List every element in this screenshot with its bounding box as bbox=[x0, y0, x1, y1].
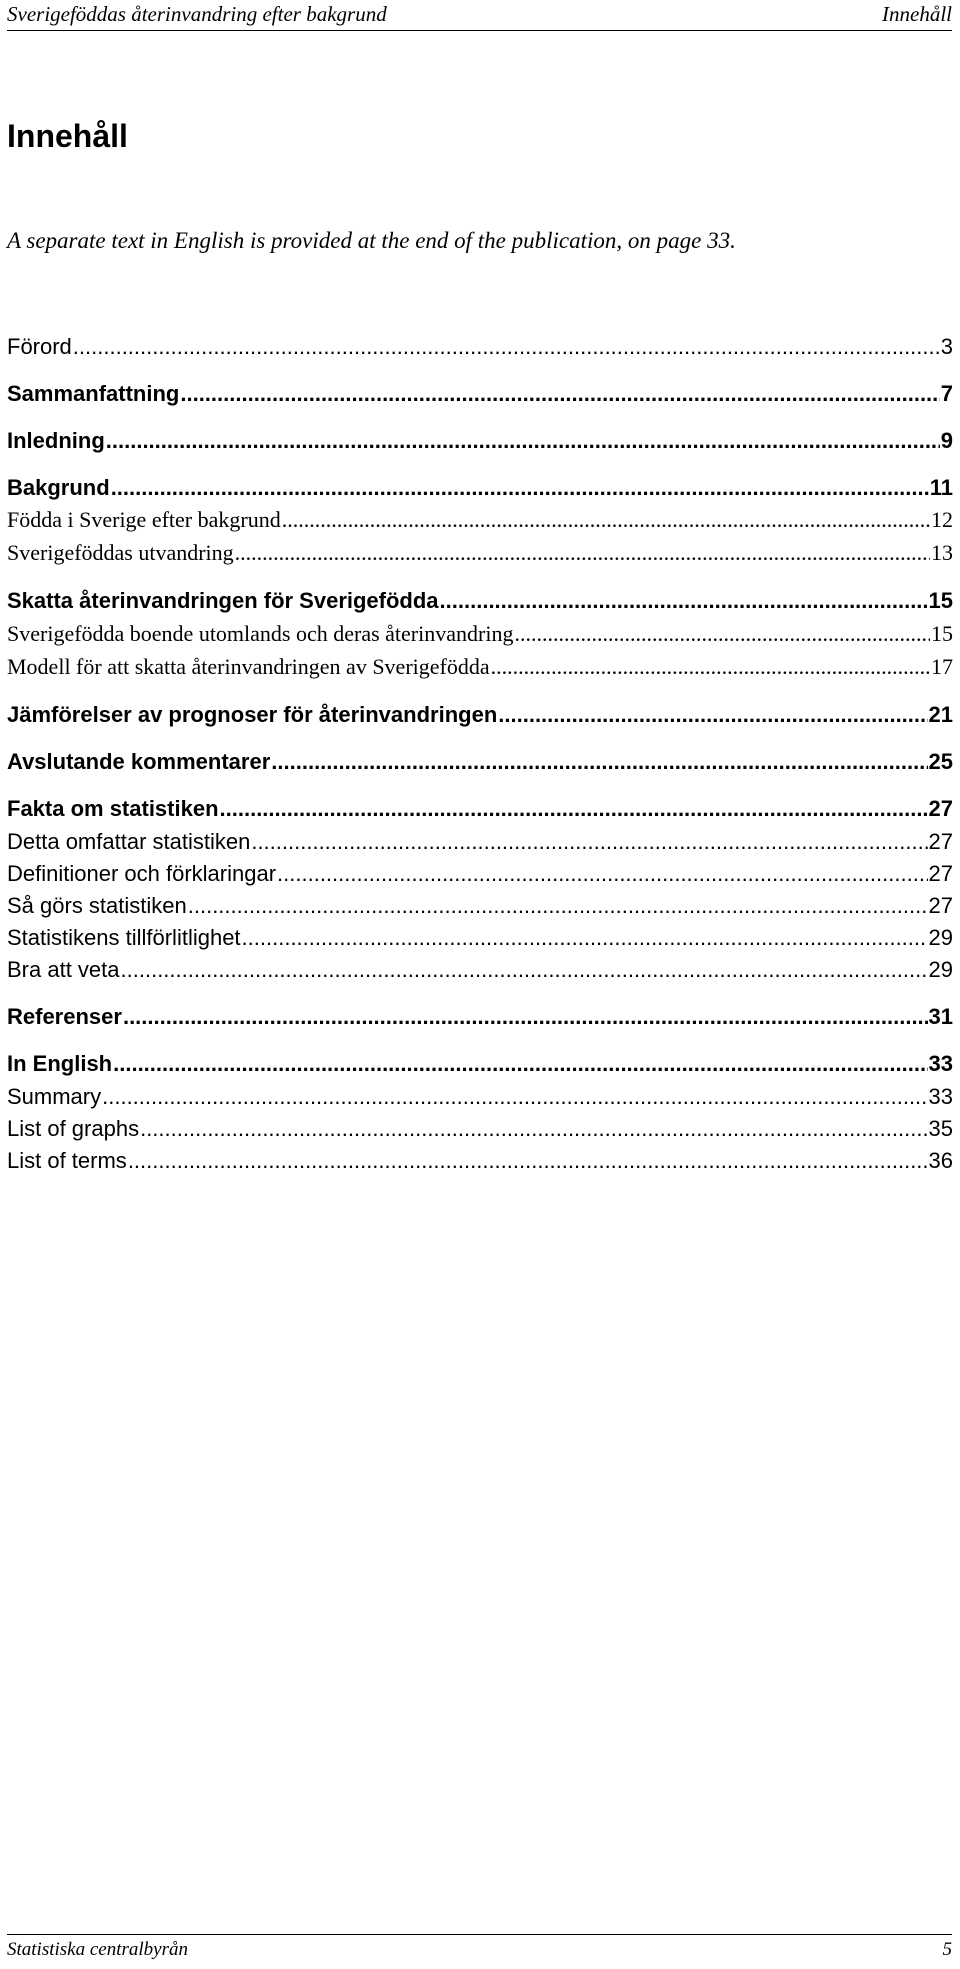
toc-entry-title: List of graphs bbox=[7, 1116, 140, 1141]
toc-page-number: 3 bbox=[940, 334, 953, 359]
running-footer bbox=[7, 1934, 952, 1967]
toc-page-number: 29 bbox=[928, 957, 953, 982]
toc-entry-title: Sverigeföddas utvandring bbox=[7, 540, 234, 565]
toc-leader-dots bbox=[73, 334, 940, 360]
toc-page-number: 27 bbox=[928, 829, 953, 854]
toc-entry-definitioner[interactable] bbox=[7, 861, 953, 893]
toc-leader-dots bbox=[102, 1084, 927, 1110]
toc-leader-dots bbox=[128, 1148, 928, 1174]
toc-leader-dots bbox=[251, 829, 927, 855]
toc-entry-avslutande-kommentarer[interactable] bbox=[7, 749, 953, 781]
toc-leader-dots bbox=[242, 925, 928, 951]
toc-entry-sverigefodda-boende-utomlands[interactable] bbox=[7, 621, 953, 653]
toc-page-number: 33 bbox=[928, 1084, 953, 1109]
footer-page-number: 5 bbox=[942, 1939, 952, 1960]
toc-entry-title: Referenser bbox=[7, 1004, 122, 1029]
toc-entry-title: Statistikens tillförlitlighet bbox=[7, 925, 241, 950]
toc-entry-skatta-aterinvandringen[interactable] bbox=[7, 588, 953, 620]
toc-page-number: 31 bbox=[928, 1004, 953, 1029]
toc-entry-title: Bakgrund bbox=[7, 475, 110, 500]
toc-leader-dots bbox=[277, 861, 927, 887]
toc-leader-dots bbox=[121, 957, 928, 983]
toc-entry-title: Detta omfattar statistiken bbox=[7, 829, 251, 854]
toc-page-number: 29 bbox=[928, 925, 953, 950]
toc-page-number: 15 bbox=[931, 621, 953, 646]
footer-publisher: Statistiska centralbyrån bbox=[7, 1939, 189, 1960]
toc-leader-dots bbox=[123, 1004, 928, 1030]
toc-entry-summary[interactable] bbox=[7, 1084, 953, 1116]
toc-entry-title: Fakta om statistiken bbox=[7, 796, 219, 821]
toc-entry-title: Avslutande kommentarer bbox=[7, 749, 271, 774]
toc-entry-fakta-om-statistiken[interactable] bbox=[7, 796, 953, 828]
toc-page-number: 27 bbox=[928, 861, 953, 886]
toc-leader-dots bbox=[235, 540, 930, 566]
header-section-name: Innehåll bbox=[882, 2, 952, 26]
english-note: A separate text in English is provided at the end of the publication, on page 33. bbox=[7, 228, 736, 253]
toc-entry-title: List of terms bbox=[7, 1148, 127, 1173]
toc-page-number: 27 bbox=[928, 893, 953, 918]
toc-page-number: 13 bbox=[931, 540, 953, 565]
toc-page-number: 17 bbox=[931, 654, 953, 679]
toc-entry-list-of-graphs[interactable] bbox=[7, 1116, 953, 1148]
toc-entry-in-english[interactable] bbox=[7, 1051, 953, 1083]
toc-entry-list-of-terms[interactable] bbox=[7, 1148, 953, 1180]
toc-entry-title: Skatta återinvandringen för Sverigefödda bbox=[7, 588, 439, 613]
toc-entry-tillforlitlighet[interactable] bbox=[7, 925, 953, 957]
toc-entry-detta-omfattar[interactable] bbox=[7, 829, 953, 861]
toc-entry-jamforelser[interactable] bbox=[7, 702, 953, 734]
toc-entry-title: Modell för att skatta återinvandringen av Sverigefödda bbox=[7, 654, 490, 679]
toc-entry-modell[interactable] bbox=[7, 654, 953, 686]
toc-entry-forord[interactable] bbox=[7, 334, 953, 366]
toc-leader-dots bbox=[188, 893, 928, 919]
page-title: Innehåll bbox=[7, 118, 128, 154]
toc-page-number: 21 bbox=[928, 702, 953, 727]
toc-entry-referenser[interactable] bbox=[7, 1004, 953, 1036]
running-header bbox=[7, 0, 952, 31]
toc-leader-dots bbox=[271, 749, 927, 775]
toc-page-number: 7 bbox=[940, 381, 953, 406]
toc-page-number: 12 bbox=[931, 507, 953, 532]
toc-entry-inledning[interactable] bbox=[7, 428, 953, 460]
toc-entry-sverigefoddas-utvandring[interactable] bbox=[7, 540, 953, 572]
toc-leader-dots bbox=[514, 621, 930, 647]
toc-page-number: 35 bbox=[928, 1116, 953, 1141]
toc-entry-title: Bra att veta bbox=[7, 957, 120, 982]
toc-leader-dots bbox=[498, 702, 927, 728]
toc-leader-dots bbox=[180, 381, 939, 407]
toc-entry-bra-att-veta[interactable] bbox=[7, 957, 953, 989]
toc-entry-title: Inledning bbox=[7, 428, 105, 453]
toc-leader-dots bbox=[491, 654, 930, 680]
toc-entry-title: Summary bbox=[7, 1084, 102, 1109]
header-publication-title: Sverigeföddas återinvandring efter bakgrund bbox=[7, 2, 387, 26]
toc-entry-sammanfattning[interactable] bbox=[7, 381, 953, 413]
toc-leader-dots bbox=[111, 475, 929, 501]
toc-leader-dots bbox=[106, 428, 940, 454]
toc-page-number: 25 bbox=[928, 749, 953, 774]
toc-leader-dots bbox=[113, 1051, 927, 1077]
toc-page-number: 27 bbox=[928, 796, 953, 821]
toc-entry-title: Förord bbox=[7, 334, 72, 359]
toc-entry-title: Födda i Sverige efter bakgrund bbox=[7, 507, 281, 532]
toc-entry-title: Så görs statistiken bbox=[7, 893, 187, 918]
toc-entry-bakgrund[interactable] bbox=[7, 475, 953, 507]
toc-leader-dots bbox=[140, 1116, 927, 1142]
toc-entry-title: Sverigefödda boende utomlands och deras återinvandring bbox=[7, 621, 514, 646]
toc-entry-title: Sammanfattning bbox=[7, 381, 180, 406]
toc-page-number: 15 bbox=[928, 588, 953, 613]
toc-entry-title: Definitioner och förklaringar bbox=[7, 861, 277, 886]
toc-entry-title: Jämförelser av prognoser för återinvandringen bbox=[7, 702, 498, 727]
toc-leader-dots bbox=[220, 796, 928, 822]
toc-entry-fodda-i-sverige[interactable] bbox=[7, 507, 953, 539]
toc-page-number: 33 bbox=[928, 1051, 953, 1076]
toc-page-number: 36 bbox=[928, 1148, 953, 1173]
toc-entry-title: In English bbox=[7, 1051, 113, 1076]
toc-leader-dots bbox=[440, 588, 928, 614]
toc-entry-sa-gors[interactable] bbox=[7, 893, 953, 925]
toc-page-number: 11 bbox=[929, 475, 953, 500]
toc-page-number: 9 bbox=[940, 428, 953, 453]
toc-leader-dots bbox=[282, 507, 930, 533]
